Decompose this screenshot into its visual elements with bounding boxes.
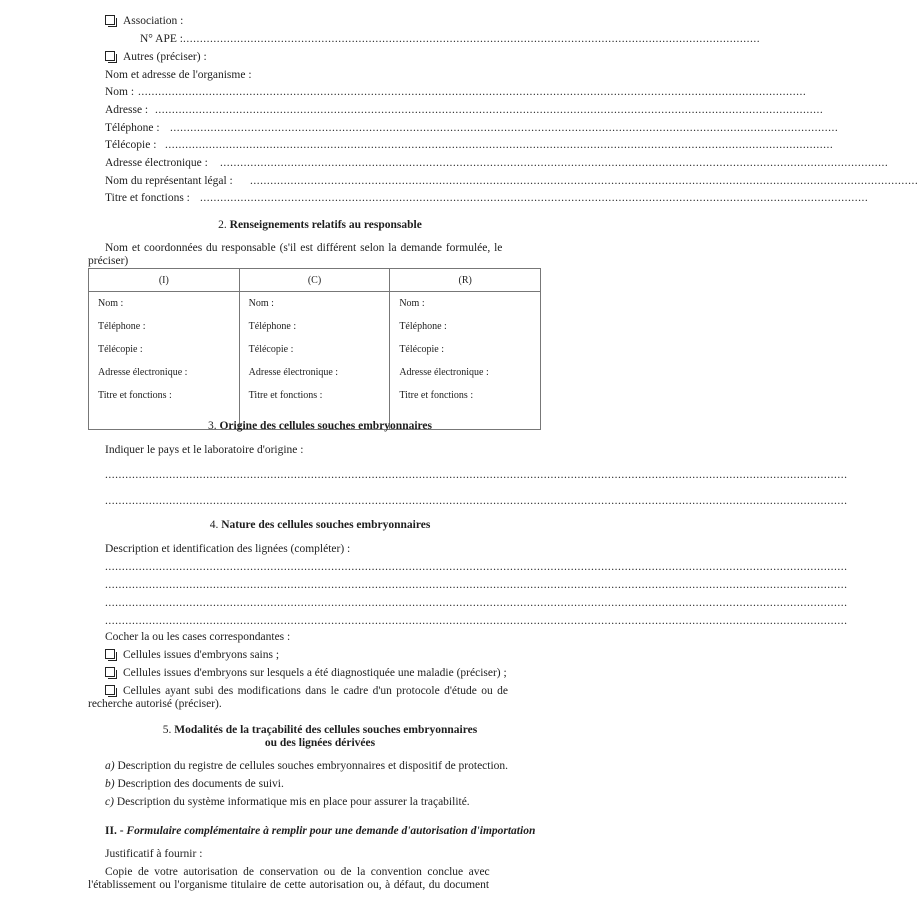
justificatif-label: Justificatif à fournir : [105,848,203,860]
cell-field-nom: Nom : [248,298,274,309]
section2-heading [85,218,555,232]
ape-label: N° APE : [140,33,183,45]
responsable-table [88,268,541,430]
org-heading: Nom et adresse de l'organisme : [105,69,252,81]
section3-heading [85,419,555,433]
autres-label: Autres (préciser) : [123,51,207,63]
option-maladie[interactable] [105,666,507,680]
cell-field-telecopie: Télécopie : [98,344,143,355]
lineage-line-4[interactable]: ............................................................................................................................................................................................................................ [105,615,848,627]
checkbox-autres[interactable] [105,50,207,64]
cell-field-email: Adresse électronique : [399,367,489,378]
item-b-letter: b) [105,778,115,790]
checkbox-icon[interactable] [105,15,115,25]
checkbox-icon[interactable] [105,667,115,677]
section5-number: 5. [162,724,172,736]
item-a [105,759,508,773]
option-modifications-cont: recherche autorisé (préciser). [88,698,222,710]
cell-field-telephone: Téléphone : [98,321,146,332]
item-c-letter: c) [105,796,114,808]
part2-heading [105,824,535,838]
cell-field-email: Adresse électronique : [98,367,188,378]
field-titre[interactable]: ...................................................................................................................................................................................................... [200,192,869,204]
item-a-text: Description du registre de cellules souches embryonnaires et dispositif de protection. [117,760,509,772]
cell-field-titre: Titre et fonctions : [248,390,323,401]
cell-field-telecopie: Télécopie : [399,344,445,355]
field-representant-label: Nom du représentant légal : [105,175,233,187]
field-nom-label: Nom : [105,86,135,98]
option-modifications-label: Cellules ayant subi des modifications dans le cadre d'un protocole d'étude ou de [123,685,508,697]
item-b-text: Description des documents de suivi. [117,778,284,790]
item-a-letter: a) [105,760,115,772]
section2-number: 2. [218,219,227,231]
lineage-line-3[interactable]: ............................................................................................................................................................................................................................ [105,597,848,609]
cell-i[interactable] [89,292,240,430]
option-sains-label: Cellules issues d'embryons sains ; [123,649,280,661]
section2-intro-cont: préciser) [88,255,129,267]
section2-title: Renseignements relatifs au responsable [229,219,422,231]
cell-field-email: Adresse électronique : [248,367,339,378]
item-c [105,795,470,809]
field-nom[interactable]: ...................................................................................................................................................................................................... [138,86,807,98]
item-b [105,777,284,791]
field-adresse-label: Adresse : [105,104,149,116]
section4-instruction: Description et identification des lignées (compléter) : [105,543,351,555]
checkbox-icon[interactable] [105,649,115,659]
origin-line-2[interactable]: ............................................................................................................................................................................................................................ [105,495,848,507]
cell-field-titre: Titre et fonctions : [399,390,474,401]
field-telecopie-label: Télécopie : [105,139,157,151]
section2-intro: Nom et coordonnées du responsable (s'il est différent selon la demande formulée, le [105,242,503,254]
field-email[interactable]: ...................................................................................................................................................................................................... [220,157,889,169]
section4-heading [85,518,555,532]
section5-title-cont: ou des lignées dérivées [264,737,376,749]
section5-title: Modalités de la traçabilité des cellules souches embryonnaires [174,724,478,736]
option-sains[interactable] [105,648,279,662]
cell-field-titre: Titre et fonctions : [98,390,172,401]
part2-title: Formulaire complémentaire à remplir pour une demande d'autorisation d'importation [126,825,536,837]
part2-paragraph-cont: l'établissement ou l'organisme titulaire de cette autorisation ou, à défaut, du document [88,879,490,891]
section5-heading-cont [85,736,555,750]
field-telecopie[interactable]: ...................................................................................................................................................................................................... [165,139,834,151]
part2-paragraph: Copie de votre autorisation de conservation ou de la convention conclue avec [105,866,490,878]
checkbox-intro: Cocher la ou les cases correspondantes : [105,631,291,643]
cell-field-telephone: Téléphone : [399,321,447,332]
field-telephone-label: Téléphone : [105,122,160,134]
option-modifications[interactable] [105,684,508,698]
column-header-i: (I) [89,269,240,292]
section3-instruction: Indiquer le pays et le laboratoire d'origine : [105,444,304,456]
checkbox-association[interactable] [105,14,183,28]
field-telephone[interactable]: ...................................................................................................................................................................................................... [170,122,839,134]
field-titre-label: Titre et fonctions : [105,192,190,204]
item-c-text: Description du système informatique mis en place pour assurer la traçabilité. [116,796,470,808]
section4-number: 4. [209,519,219,531]
origin-line-1[interactable]: ............................................................................................................................................................................................................................ [105,469,848,481]
checkbox-icon[interactable] [105,51,115,61]
association-label: Association : [123,15,184,27]
cell-c[interactable] [239,292,390,430]
section5-heading [85,723,555,737]
section3-title: Origine des cellules souches embryonnaires [219,420,433,432]
field-adresse[interactable]: ...................................................................................................................................................................................................... [155,104,824,116]
field-email-label: Adresse électronique : [105,157,208,169]
lineage-line-2[interactable]: ............................................................................................................................................................................................................................ [105,579,848,591]
cell-r[interactable] [390,292,541,430]
lineage-line-1[interactable]: ............................................................................................................................................................................................................................ [105,561,848,573]
ape-field[interactable]: ........................................................................................................................................................................... [183,33,761,45]
column-header-r: (R) [390,269,541,292]
cell-field-telecopie: Télécopie : [248,344,294,355]
part2-number: II. - [105,825,124,837]
field-representant[interactable]: ...................................................................................................................................................................................................... [250,175,918,187]
section3-number: 3. [207,420,217,432]
cell-field-telephone: Téléphone : [248,321,297,332]
checkbox-icon[interactable] [105,685,115,695]
column-header-c: (C) [239,269,390,292]
option-maladie-label: Cellules issues d'embryons sur lesquels a été diagnostiquée une maladie (préciser) ; [123,667,507,679]
section4-title: Nature des cellules souches embryonnaires [221,519,431,531]
cell-field-nom: Nom : [98,298,124,309]
cell-field-nom: Nom : [399,298,425,309]
